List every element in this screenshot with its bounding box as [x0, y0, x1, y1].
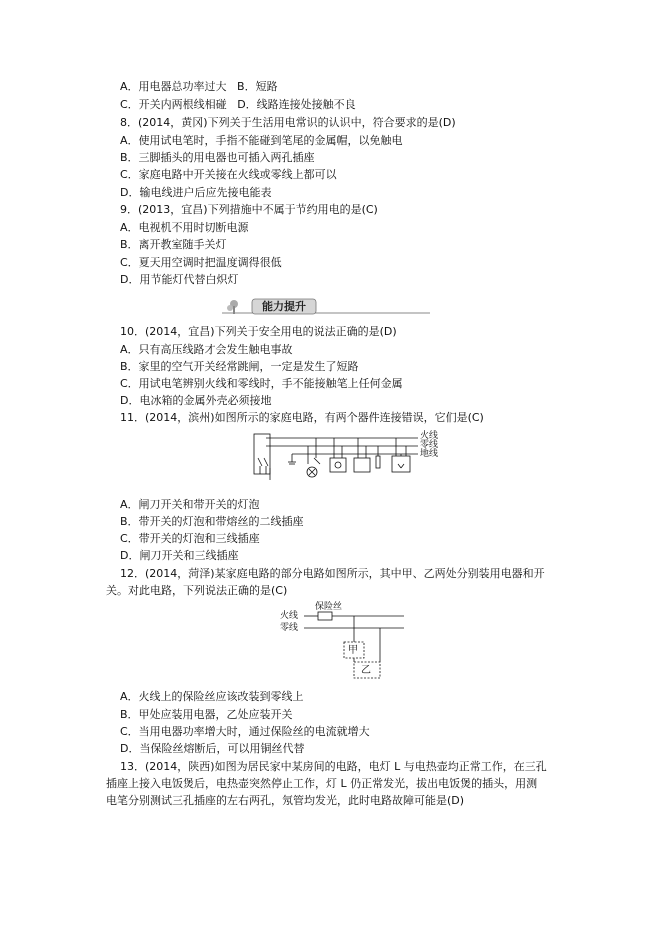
q8-stem: 8．(2014，黄冈)下列关于生活用电常识的认识中，符合要求的是(D) — [120, 116, 456, 129]
banner-graphic — [222, 296, 430, 318]
q11-option-c: C．带开关的灯泡和三线插座 — [120, 532, 260, 545]
q7-option-d: D．线路连接处接触不良 — [237, 98, 356, 111]
q12-circuit-figure — [280, 602, 410, 686]
q10-option-a: A．只有高压线路才会发生触电事故 — [120, 343, 293, 356]
q10-option-c: C．用试电笔辨别火线和零线时，手不能接触笔上任何金属 — [120, 377, 403, 390]
q7-option-row1 — [120, 80, 278, 94]
q7-option-row2 — [120, 98, 356, 112]
q8-option-a: A．使用试电笔时，手指不能碰到笔尾的金属帽，以免触电 — [120, 134, 403, 147]
q7-option-c: C．开关内两根线相碰 — [120, 98, 227, 111]
banner-label: 能力提升 — [262, 300, 306, 313]
q10-option-b: B．家里的空气开关经常跳闸，一定是发生了短路 — [120, 360, 359, 373]
q11-option-a: A．闸刀开关和带开关的灯泡 — [120, 498, 260, 511]
q8-option-c: C．家庭电路中开关接在火线或零线上都可以 — [120, 168, 337, 181]
q13-line2: 插座上接入电饭煲后，电热壶突然停止工作，灯 L 仍正常发光，拔出电饭煲的插头，用测 — [106, 777, 538, 790]
q12-option-d: D．当保险丝熔断后，可以用铜丝代替 — [120, 742, 305, 755]
q12-option-a: A．火线上的保险丝应该改装到零线上 — [120, 690, 304, 703]
q7-option-a: A．用电器总功率过大 — [120, 80, 227, 93]
plant-icon — [227, 300, 238, 314]
q9-option-c: C．夏天用空调时把温度调得很低 — [120, 256, 282, 269]
q8-option-d: D．输电线进户后应先接电能表 — [120, 186, 272, 199]
q11-circuit-figure — [248, 428, 458, 494]
q7-option-b: B．短路 — [237, 80, 278, 93]
q12-label-fuse: 保险丝 — [315, 602, 343, 612]
q9-stem: 9．(2013，宜昌)下列措施中不属于节约用电的是(C) — [120, 203, 378, 216]
q9-option-a: A．电视机不用时切断电源 — [120, 221, 249, 234]
q11-option-d: D．闸刀开关和三线插座 — [120, 549, 239, 562]
q8-option-b: B．三脚插头的用电器也可插入两孔插座 — [120, 151, 315, 164]
q12-option-b: B．甲处应装用电器，乙处应装开关 — [120, 708, 293, 721]
q12-label-jia: 甲 — [348, 645, 358, 656]
q9-option-d: D．用节能灯代替白炽灯 — [120, 273, 239, 286]
q12-label-neutral: 零线 — [280, 623, 299, 633]
q11-option-b: B．带开关的灯泡和带熔丝的二线插座 — [120, 515, 304, 528]
q13-line3: 电笔分别测试三孔插座的左右两孔，氖管均发光，此时电路故障可能是(D) — [106, 794, 465, 807]
q10-stem: 10．(2014，宜昌)下列关于安全用电的说法正确的是(D) — [120, 325, 397, 338]
section-banner — [222, 296, 430, 318]
q12-stem-line1: 12．(2014，菏泽)某家庭电路的部分电路如图所示，其中甲、乙两处分别装用电器和开 — [120, 567, 545, 580]
q12-label-live: 火线 — [280, 611, 299, 621]
q12-stem-line2: 关。对此电路，下列说法正确的是(C) — [106, 584, 288, 597]
q12-label-yi: 乙 — [361, 665, 371, 676]
q11-stem: 11．(2014，滨州)如图所示的家庭电路，有两个器件连接错误，它们是(C) — [120, 411, 484, 424]
q11-label-live: 火线 — [420, 431, 439, 441]
q13-line1: 13．(2014，陕西)如图为居民家中某房间的电路，电灯 L 与电热壶均正常工作，在三孔 — [120, 760, 547, 773]
q11-label-ground: 地线 — [420, 449, 439, 459]
q11-label-neutral: 零线 — [420, 440, 439, 450]
q9-option-b: B．离开教室随手关灯 — [120, 238, 227, 251]
q12-option-c: C．当用电器功率增大时，通过保险丝的电流就增大 — [120, 725, 370, 738]
q10-option-d: D．电冰箱的金属外壳必须接地 — [120, 394, 272, 407]
